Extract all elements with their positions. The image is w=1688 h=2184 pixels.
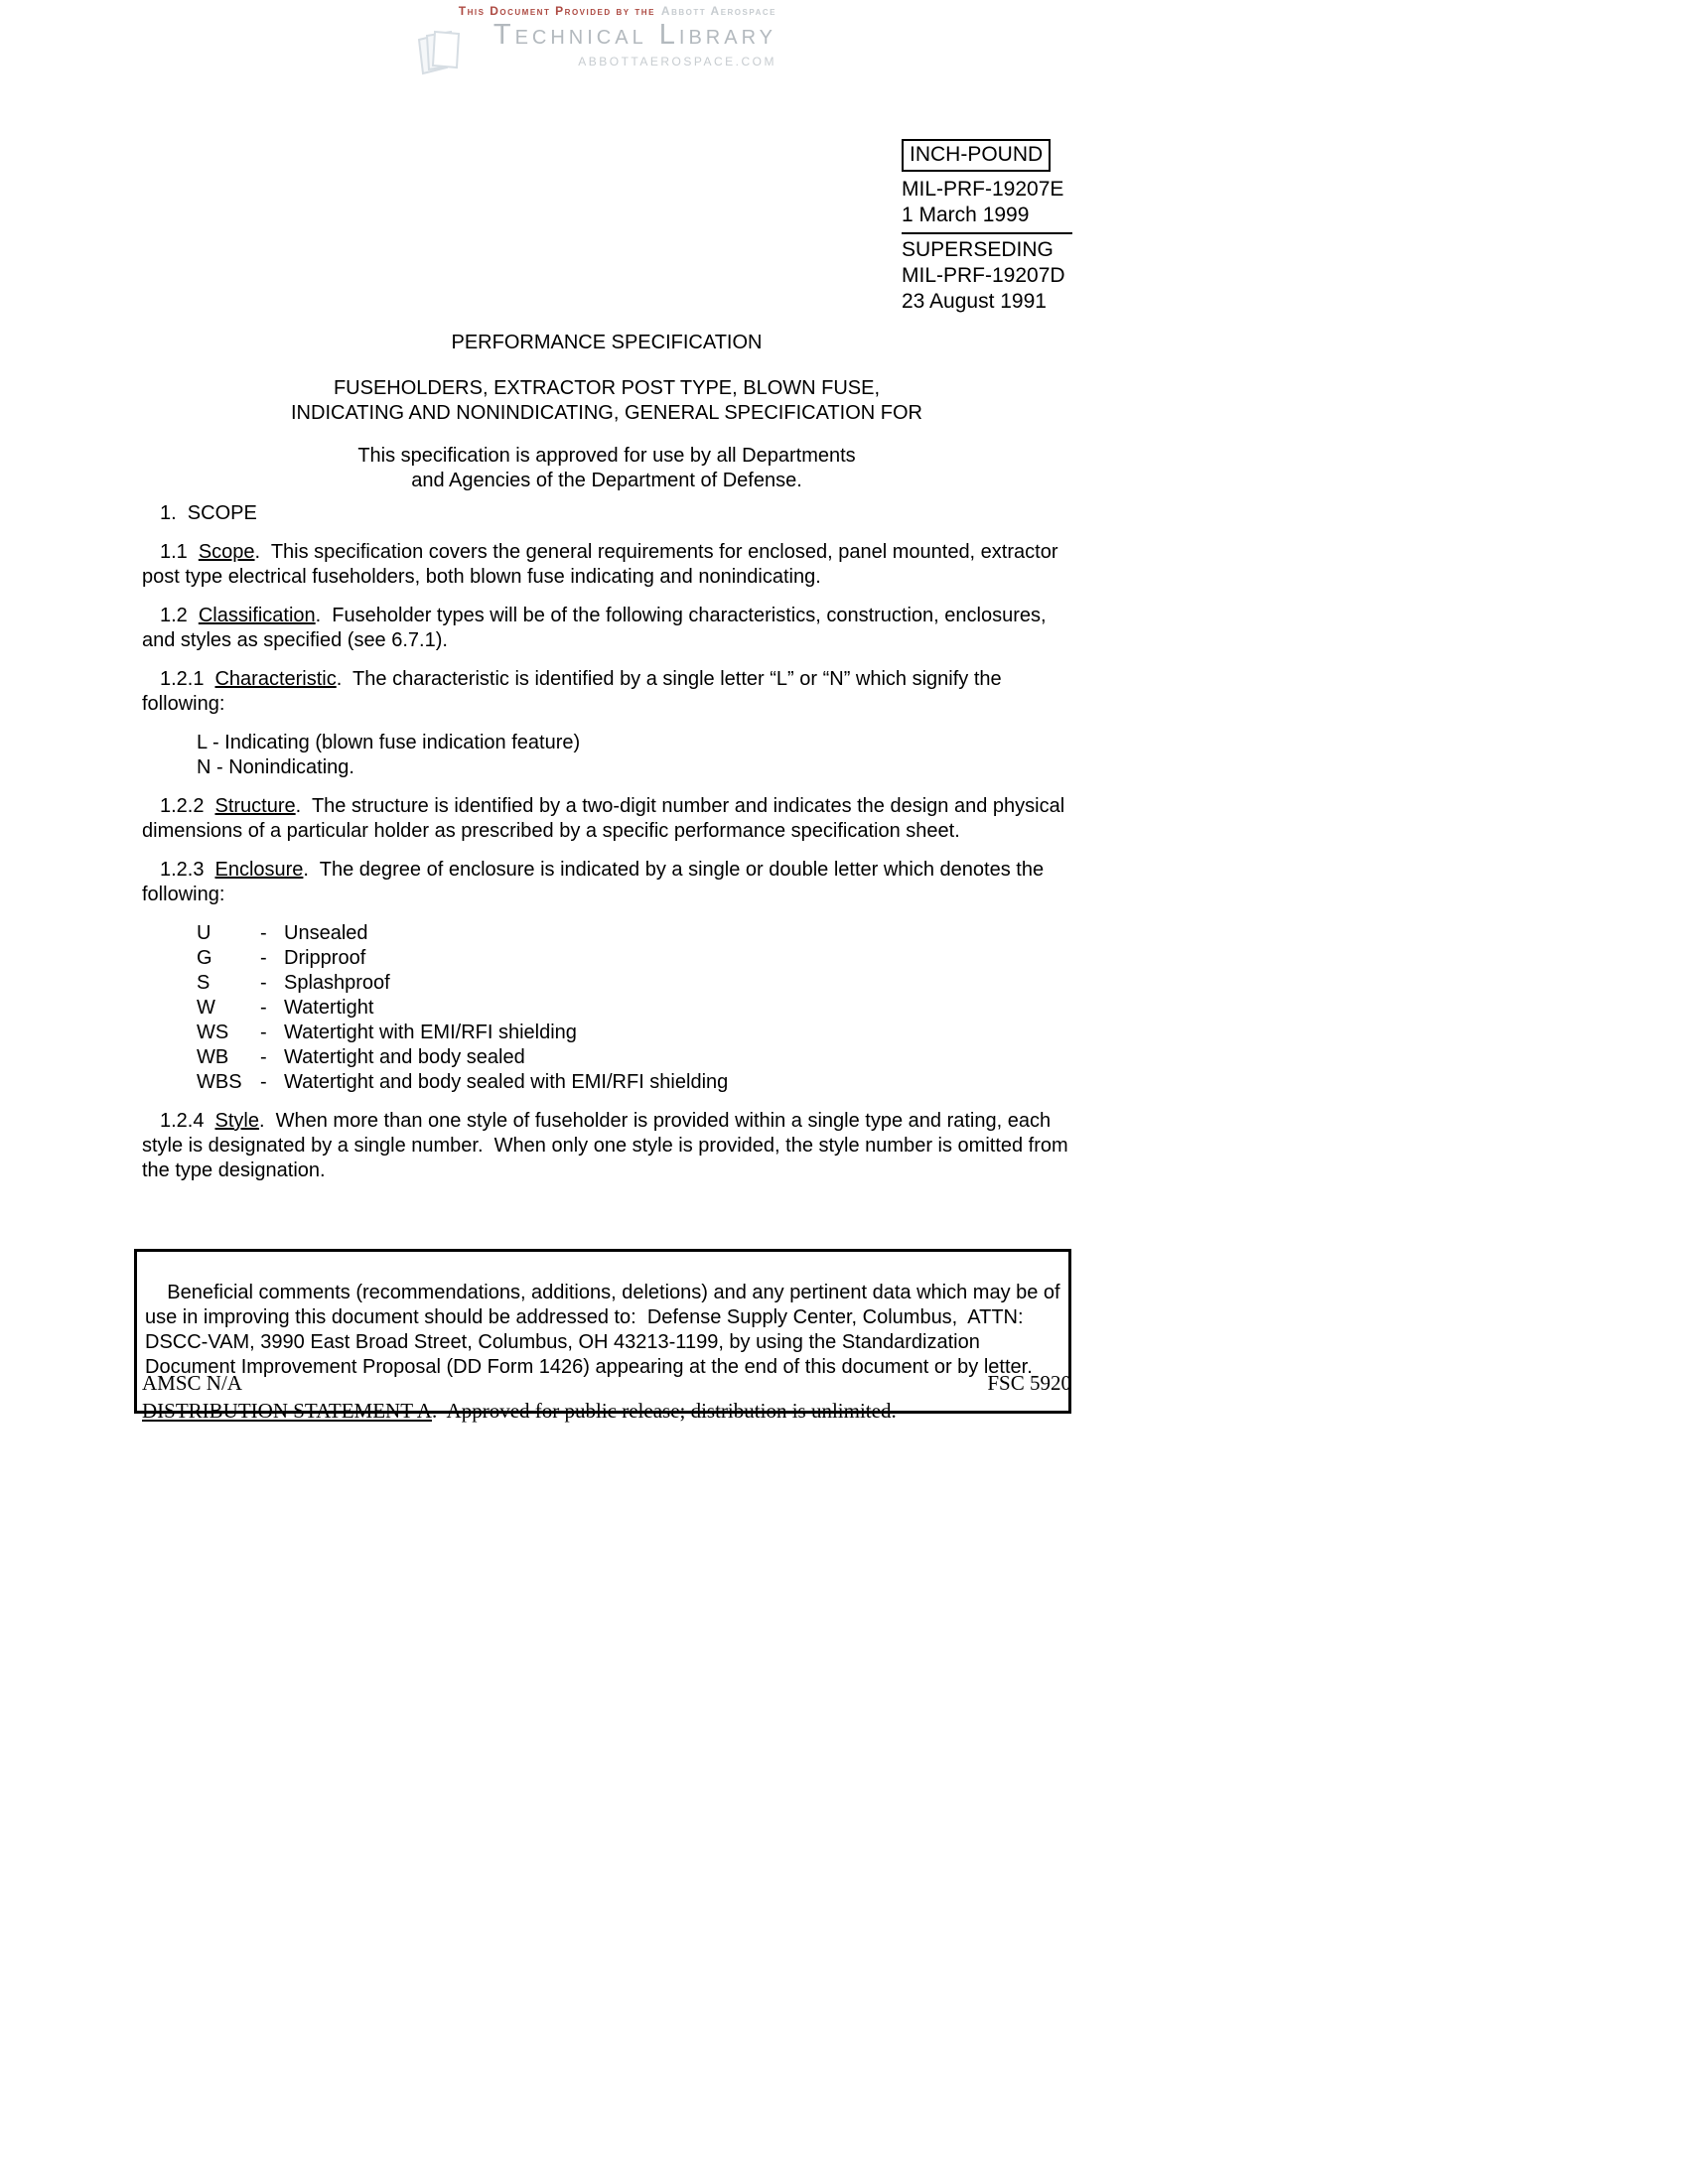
paragraph-1-1 xyxy=(142,540,1071,590)
superseding-label: SUPERSEDING xyxy=(902,238,1054,261)
characteristic-item: L - Indicating (blown fuse indication feature) xyxy=(197,732,581,753)
approval-line1: This specification is approved for use by all Departments xyxy=(357,445,856,467)
enclosure-desc: Watertight and body sealed with EMI/RFI shielding xyxy=(284,1071,729,1093)
para-number: 1.2 xyxy=(160,605,188,626)
enclosure-dash: - xyxy=(260,922,267,944)
superseded-doc-date: 23 August 1991 xyxy=(902,290,1047,313)
enclosure-code: WB xyxy=(197,1046,229,1068)
spec-type-title: PERFORMANCE SPECIFICATION xyxy=(451,332,763,353)
enclosure-code: G xyxy=(197,947,212,969)
enclosure-item xyxy=(197,1021,1071,1045)
enclosure-item xyxy=(197,1070,1071,1095)
paragraph-1-2-4 xyxy=(142,1109,1074,1183)
header-rule xyxy=(902,232,1072,234)
enclosure-item xyxy=(197,971,1071,996)
amsc-code: AMSC N/A xyxy=(142,1371,242,1395)
watermark-brand-text: Abbott Aerospace xyxy=(660,4,776,18)
inch-pound-label: INCH-POUND xyxy=(910,143,1044,166)
distribution-statement-term: DISTRIBUTION STATEMENT A xyxy=(142,1399,432,1423)
abbott-watermark xyxy=(405,4,776,68)
watermark-provided-text: This Document Provided by the xyxy=(458,4,655,18)
document-stack-icon xyxy=(409,24,471,81)
approval-statement xyxy=(142,444,1071,493)
para-term: Characteristic xyxy=(214,668,337,690)
watermark-url: ABBOTTAEROSPACE.COM xyxy=(578,55,776,68)
para-term: Scope xyxy=(198,541,255,563)
para-text: . The structure is identified by a two-digit number and indicates the design and physical dimensions of a particular holder as prescribed by a specific performance specification sheet. xyxy=(142,795,1070,842)
enclosure-desc: Watertight and body sealed xyxy=(284,1046,525,1068)
doc-number: MIL-PRF-19207E xyxy=(902,178,1064,201)
enclosure-dash: - xyxy=(260,1071,267,1093)
para-number: 1.2.1 xyxy=(160,668,205,690)
para-term: Structure xyxy=(214,795,296,817)
section-heading-scope: 1. SCOPE xyxy=(160,502,257,524)
beneficial-comments-text: Beneficial comments (recommendations, additions, deletions) and any pertinent data which may be of use in improving this document should be addressed to: Defense Supply Center, Columbus, ATTN: DSCC-VAM, 3990 East Broad Street, Columbus, OH 43213-1199, by using the Standardization Document Improvement Proposal (DD Form 1426) appearing at the end of this document or by letter. xyxy=(145,1282,1066,1378)
para-term: Classification xyxy=(198,605,316,626)
para-text: . When more than one style of fuseholder is provided within a single type and rating, each style is designated by a single number. When only one style is provided, the style number is omitted from the type designation. xyxy=(142,1110,1074,1181)
distribution-statement-text: . Approved for public release; distribution is unlimited. xyxy=(431,1399,897,1423)
enclosure-item xyxy=(197,921,1071,946)
footer-codes-row xyxy=(142,1370,1071,1396)
distribution-statement xyxy=(142,1398,1071,1424)
para-term: Style xyxy=(214,1110,259,1132)
para-text: . Fuseholder types will be of the following characteristics, construction, enclosures, and styles as specified (see 6.7.1). xyxy=(142,605,1053,651)
paragraph-1-2-1 xyxy=(142,667,1071,717)
document-title-line2: INDICATING AND NONINDICATING, GENERAL SPECIFICATION FOR xyxy=(291,402,922,424)
enclosure-code: WS xyxy=(197,1022,229,1043)
enclosure-dash: - xyxy=(260,972,267,994)
watermark-library-title: Technical Library xyxy=(492,19,776,51)
paragraph-1-2 xyxy=(142,604,1071,653)
para-number: 1.1 xyxy=(160,541,188,563)
enclosure-dash: - xyxy=(260,947,267,969)
enclosure-code: WBS xyxy=(197,1071,242,1093)
enclosure-desc: Watertight with EMI/RFI shielding xyxy=(284,1022,577,1043)
para-text: . This specification covers the general requirements for enclosed, panel mounted, extractor post type electrical fuseholders, both blown fuse indicating and nonindicating. xyxy=(142,541,1064,588)
fsc-code: FSC 5920 xyxy=(987,1371,1071,1395)
enclosure-dash: - xyxy=(260,997,267,1019)
page-footer xyxy=(142,1370,1071,1444)
document-id-block xyxy=(902,139,1072,315)
doc-date: 1 March 1999 xyxy=(902,204,1030,226)
enclosure-desc: Watertight xyxy=(284,997,374,1019)
inch-pound-box xyxy=(902,139,1051,172)
enclosure-desc: Unsealed xyxy=(284,922,368,944)
watermark-tagline xyxy=(405,4,776,18)
para-term: Enclosure xyxy=(214,859,304,881)
para-number: 1.2.2 xyxy=(160,795,205,817)
enclosure-dash: - xyxy=(260,1022,267,1043)
enclosure-item xyxy=(197,996,1071,1021)
enclosure-dash: - xyxy=(260,1046,267,1068)
enclosure-code: S xyxy=(197,972,211,994)
enclosure-item xyxy=(197,1045,1071,1070)
characteristic-item: N - Nonindicating. xyxy=(197,756,354,778)
enclosure-code: U xyxy=(197,922,211,944)
document-title-line1: FUSEHOLDERS, EXTRACTOR POST TYPE, BLOWN FUSE, xyxy=(333,377,881,399)
enclosure-desc: Dripproof xyxy=(284,947,366,969)
characteristic-list xyxy=(142,731,1071,780)
enclosure-desc: Splashproof xyxy=(284,972,390,994)
enclosure-code: W xyxy=(197,997,215,1019)
para-text: . The characteristic is identified by a single letter “L” or “N” which signify the following: xyxy=(142,668,1008,715)
para-number: 1.2.3 xyxy=(160,859,205,881)
paragraph-1-2-2 xyxy=(142,794,1071,844)
para-number: 1.2.4 xyxy=(160,1110,205,1132)
enclosure-item xyxy=(197,946,1071,971)
paragraph-1-2-3 xyxy=(142,858,1071,907)
superseded-doc-number: MIL-PRF-19207D xyxy=(902,264,1065,287)
approval-line2: and Agencies of the Department of Defense. xyxy=(411,470,802,491)
para-text: . The degree of enclosure is indicated by a single or double letter which denotes the following: xyxy=(142,859,1050,905)
enclosure-list xyxy=(142,921,1071,1095)
document-body xyxy=(142,331,1074,1183)
document-title xyxy=(142,376,1071,426)
